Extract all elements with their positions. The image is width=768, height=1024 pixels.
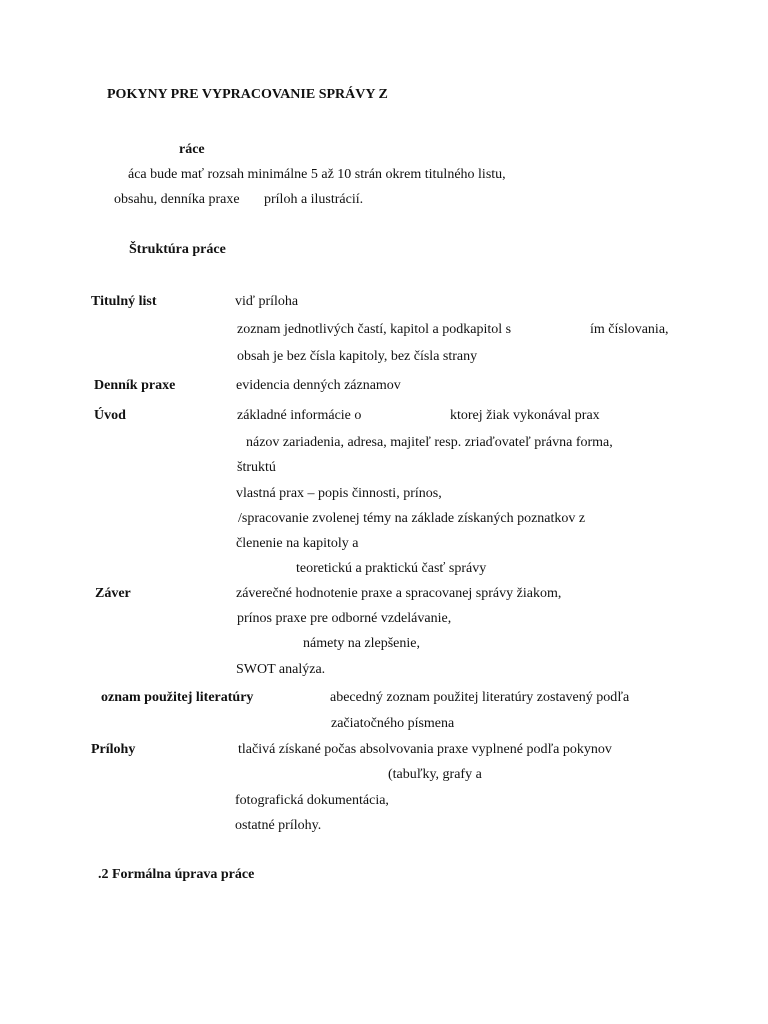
zaver-line-1: záverečné hodnotenie praxe a spracovanej správy žiakom, <box>236 586 562 601</box>
section-label-literatura: oznam použitej literatúry <box>101 690 254 705</box>
intro-line-2b: príloh a ilustrácií. <box>264 192 364 207</box>
uvod-line-3: štruktú <box>237 460 276 475</box>
titulny-line-3: obsah je bez čísla kapitoly, bez čísla strany <box>237 349 478 364</box>
literatura-line-2: začiatočného písmena <box>331 716 455 731</box>
uvod-line-7: teoretickú a praktickú časť správy <box>296 561 487 576</box>
section-label-titulny-list: Titulný list <box>91 294 157 309</box>
section-label-zaver: Záver <box>95 586 131 601</box>
intro-heading: ráce <box>179 142 205 157</box>
prilohy-line-4: ostatné prílohy. <box>235 818 322 833</box>
uvod-line-4: vlastná prax – popis činnosti, prínos, <box>236 486 442 501</box>
zaver-line-4: SWOT analýza. <box>236 662 326 677</box>
document-title: POKYNY PRE VYPRACOVANIE SPRÁVY Z <box>107 87 388 102</box>
prilohy-line-2: (tabuľky, grafy a <box>388 767 482 782</box>
intro-line-2a: obsahu, denníka praxe <box>114 192 240 207</box>
prilohy-line-1: tlačivá získané počas absolvovania praxe vyplnené podľa pokynov <box>238 742 612 757</box>
uvod-line-2: názov zariadenia, adresa, majiteľ resp. zriaďovateľ právna forma, <box>246 435 613 450</box>
section-label-prilohy: Prílohy <box>91 742 136 757</box>
structure-heading: Štruktúra práce <box>129 242 226 257</box>
uvod-line-1b: ktorej žiak vykonával prax <box>450 408 600 423</box>
prilohy-line-3: fotografická dokumentácia, <box>235 793 389 808</box>
uvod-line-1a: základné informácie o <box>237 408 362 423</box>
section-label-dennik-praxe: Denník praxe <box>94 378 176 393</box>
intro-line-1: áca bude mať rozsah minimálne 5 až 10 strán okrem titulného listu, <box>128 167 506 182</box>
uvod-line-6: členenie na kapitoly a <box>236 536 359 551</box>
dennik-line-1: evidencia denných záznamov <box>236 378 401 393</box>
zaver-line-2: prínos praxe pre odborné vzdelávanie, <box>237 611 452 626</box>
zaver-line-3: námety na zlepšenie, <box>303 636 421 651</box>
titulny-line-2b: ím číslovania, <box>590 322 669 337</box>
formal-heading: .2 Formálna úprava práce <box>98 867 255 882</box>
titulny-line-1: viď príloha <box>235 294 299 309</box>
uvod-line-5: /spracovanie zvolenej témy na základe získaných poznatkov z <box>238 511 586 526</box>
literatura-line-1: abecedný zoznam použitej literatúry zostavený podľa <box>330 690 630 705</box>
section-label-uvod: Úvod <box>94 408 126 423</box>
titulny-line-2a: zoznam jednotlivých častí, kapitol a podkapitol s <box>237 322 512 337</box>
